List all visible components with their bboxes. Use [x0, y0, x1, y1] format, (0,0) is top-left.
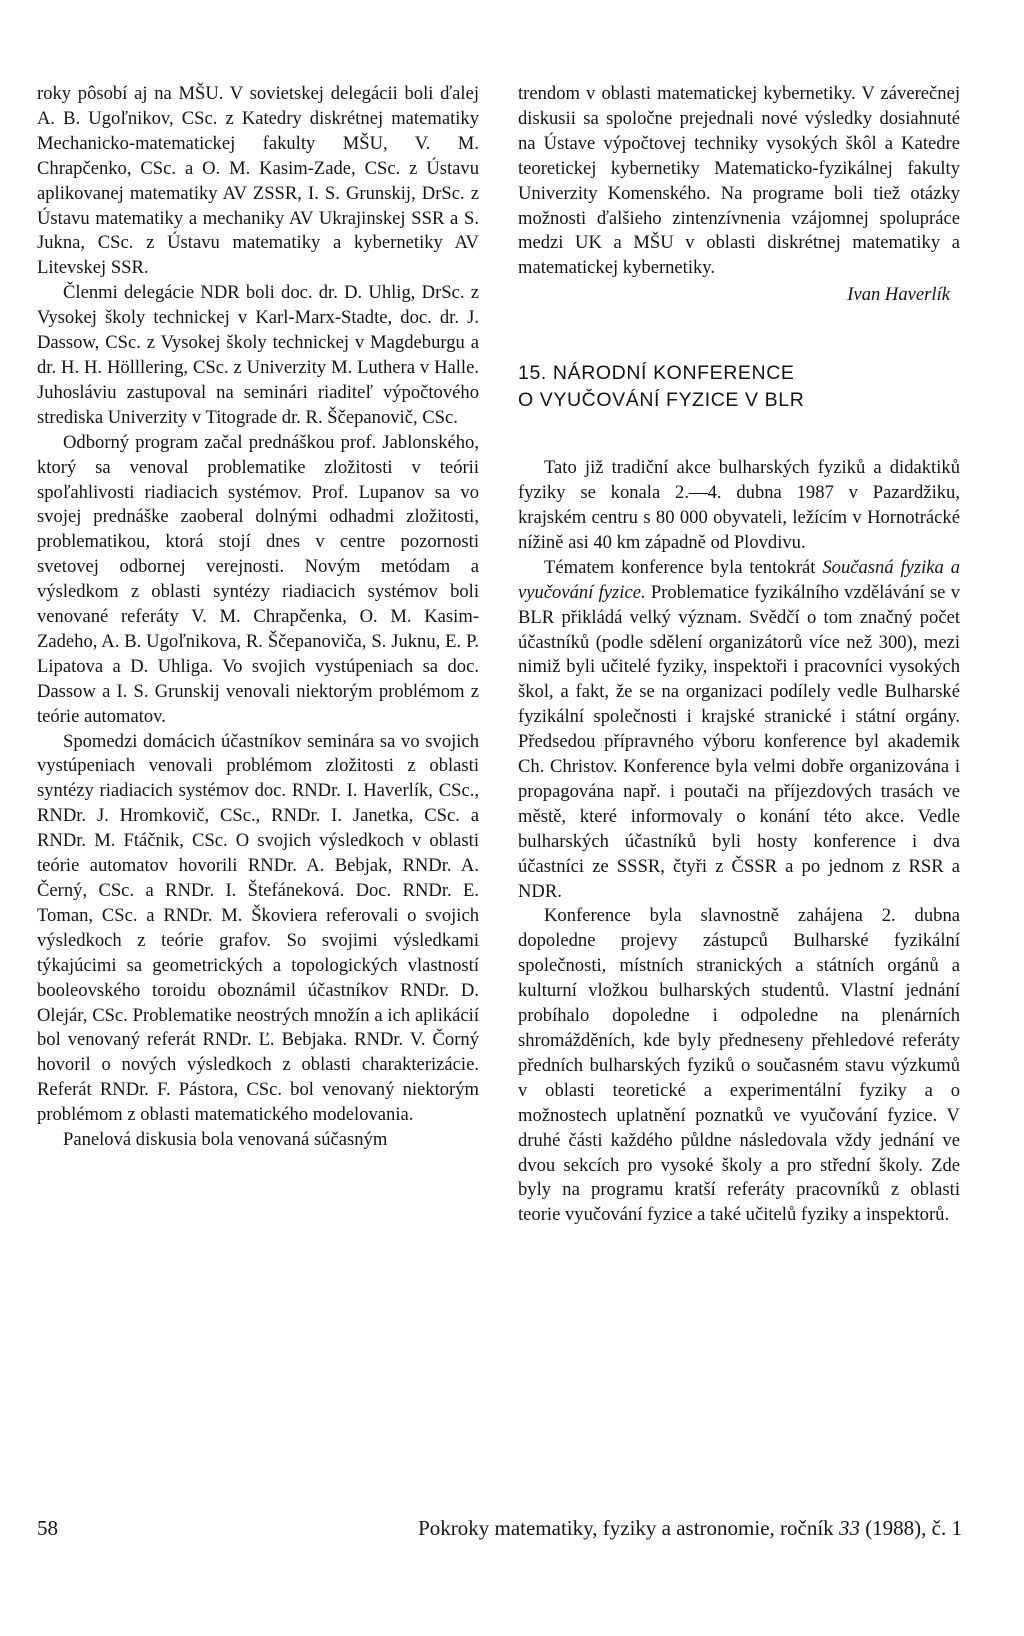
author-signature: Ivan Haverlík — [847, 284, 950, 306]
paragraph — [518, 556, 960, 905]
page-footer — [37, 1516, 962, 1541]
text-run: Problematice fyzikálního vzdělávání se v BLR přikládá velký význam. Svědčí o tom značný počet účastníků (podle sdělení organizátorů více než 300), mezi nimiž byli učitelé fyziky, inspektoři i pracovníci vysokých škol, a fakt, že se na organizaci podílely vedle Bulharské fyzikální společnosti i krajské stranické i státní orgány. Předsedou přípravného výboru konference byl akademik Ch. Christov. Konference byla velmi dobře organizována i propagována např. i poutači na příjezdových trasách ve městě, které informovaly o konání této akce. Vedle bulharských účastníků byli hosty konference i dva účastníci ze SSSR, čtyři z ČSSR a po jednom z RSR a NDR. — [518, 581, 960, 902]
left-column — [37, 82, 479, 1153]
page-number: 58 — [37, 1516, 58, 1540]
journal-citation — [418, 1516, 962, 1541]
paragraph: roky pôsobí aj na MŠU. V sovietskej delegácii boli ďalej A. B. Ugoľnikov, CSc. z Katedry diskrétnej matematiky Mechanicko-matematickej fakulty MŠU, V. M. Chrapčenko, CSc. a O. M. Kasim-Zade, CSc. z Ústavu aplikovanej matematiky AV ZSSR, I. S. Grunskij, DrSc. z Ústavu matematiky a mechaniky AV Ukrajinskej SSR a S. Jukna, CSc. z Ústavu matematiky a kybernetiky AV Litevskej SSR. — [37, 83, 479, 279]
italic-title: Současná fyzika a vyučování fyzice. — [518, 556, 961, 603]
heading-line-1: 15. NÁRODNÍ KONFERENCE — [518, 362, 795, 385]
text-run: Tématem konference byla tentokrát — [544, 556, 823, 578]
paragraph: Odborný program začal prednáškou prof. Jablonského, ktorý sa venoval problematike zložitosti v teórii spoľahlivosti riadiacich systémov. Prof. Lupanov sa vo svojej prednáške zaoberal dolnými odhadmi zložitosti, problematikou, ktorá stojí dnes v centre pozornosti svetovej odbornej verejnosti. Novým metódam a výsledkom z oblasti syntézy riadiacich systémov boli venované referáty V. M. Chrapčenka, O. M. Kasim-Zadeho, A. B. Ugoľnikova, R. Ščepanoviča, S. Juknu, E. P. Lipatova a D. Uhliga. Vo svojich vystúpeniach sa doc. Dassow a I. S. Grunskij venovali niektorým problémom z teórie automatov. — [37, 431, 479, 727]
paragraph: Tato již tradiční akce bulharských fyziků a didaktiků fyziky se konala 2.—4. dubna 1987 v Pazardžiku, krajském centru s 80 000 obyvateli, ležícím v Hornotrácké nížině asi 40 km západně od Plovdivu. — [518, 457, 960, 553]
heading-line-2: O VYUČOVÁNÍ FYZICE V BLR — [518, 389, 805, 412]
paragraph: Panelová diskusia bola venovaná súčasným — [63, 1129, 388, 1151]
journal-year-issue: (1988), č. 1 — [859, 1516, 962, 1540]
journal-name: Pokroky matematiky, fyziky a astronomie, ročník — [418, 1516, 839, 1540]
right-column — [518, 82, 960, 1228]
volume-number: 33 — [838, 1516, 860, 1540]
paragraph: trendom v oblasti matematickej kybernetiky. V záverečnej diskusii sa spoločne prejednali nové výsledky dosiahnuté na Ústave výpočtovej techniky vysokých škôl a Katedre teoretickej kybernetiky Matematicko-fyzikálnej fakulty Univerzity Komenského. Na programe boli tiež otázky možnosti ďalšieho zintenzívnenia vzájomnej spolupráce medzi UK a MŠU v oblasti diskrétnej matematiky a matematickej kybernetiky. — [518, 83, 960, 279]
paragraph: Konference byla slavnostně zahájena 2. dubna dopoledne projevy zástupců Bulharské fyzikální společnosti, místních stranických a státních orgánů a kulturní vložkou bulharských studentů. Vlastní jednání probíhalo dopoledne i odpoledne na plenárních shromážděních, kde byly předneseny přehledové referáty předních bulharských fyziků o současném stavu výzkumů v oblasti teoretické a experimentální fyziky a o možnostech uplatnění poznatků ve vyučování fyzice. V druhé části každého půldne následovala vždy jednání ve dvou sekcích pro vysoké školy a pro střední školy. Zde byly na programu kratší referáty pracovníků z oblasti teorie vyučování fyzice a také učitelů fyziky a inspektorů. — [518, 905, 960, 1226]
paragraph: Členmi delegácie NDR boli doc. dr. D. Uhlig, DrSc. z Vysokej školy technickej v Karl-Marx-Stadte, doc. dr. J. Dassow, CSc. z Vysokej školy technickej v Magdeburgu a dr. H. H. Hölllering, CSc. z Univerzity M. Luthera v Halle. Juhosláviu zastupoval na seminári riaditeľ výpočtového strediska Univerzity v Titograde dr. R. Ščepanovič, CSc. — [37, 282, 479, 428]
article-heading — [518, 360, 960, 414]
paragraph: Spomedzi domácich účastníkov seminára sa vo svojich vystúpeniach venovali problémom zložitosti z oblasti syntézy riadiacich systémov doc. RNDr. I. Haverlík, CSc., RNDr. J. Hromkovič, CSc., RNDr. I. Janetka, CSc. a RNDr. M. Ftáčnik, CSc. O svojich výsledkoch v oblasti teórie automatov hovorili RNDr. A. Bebjak, RNDr. A. Černý, CSc. a RNDr. I. Štefáneková. Doc. RNDr. E. Toman, CSc. a RNDr. M. Škoviera referovali o svojich výsledkoch z teórie grafov. So svojimi výsledkami týkajúcimi sa geometrických a topologických vlastností booleovského toroidu oboznámil účastníkov RNDr. D. Olejár, CSc. Problematike neostrých množín a ich aplikácií bol venovaný referát RNDr. Ľ. Bebjaka. RNDr. V. Čorný hovoril o nových výsledkoch z oblasti charakterizácie. Referát RNDr. F. Pástora, CSc. bol venovaný niektorým problémom z oblasti matematického modelovania. — [37, 730, 479, 1126]
